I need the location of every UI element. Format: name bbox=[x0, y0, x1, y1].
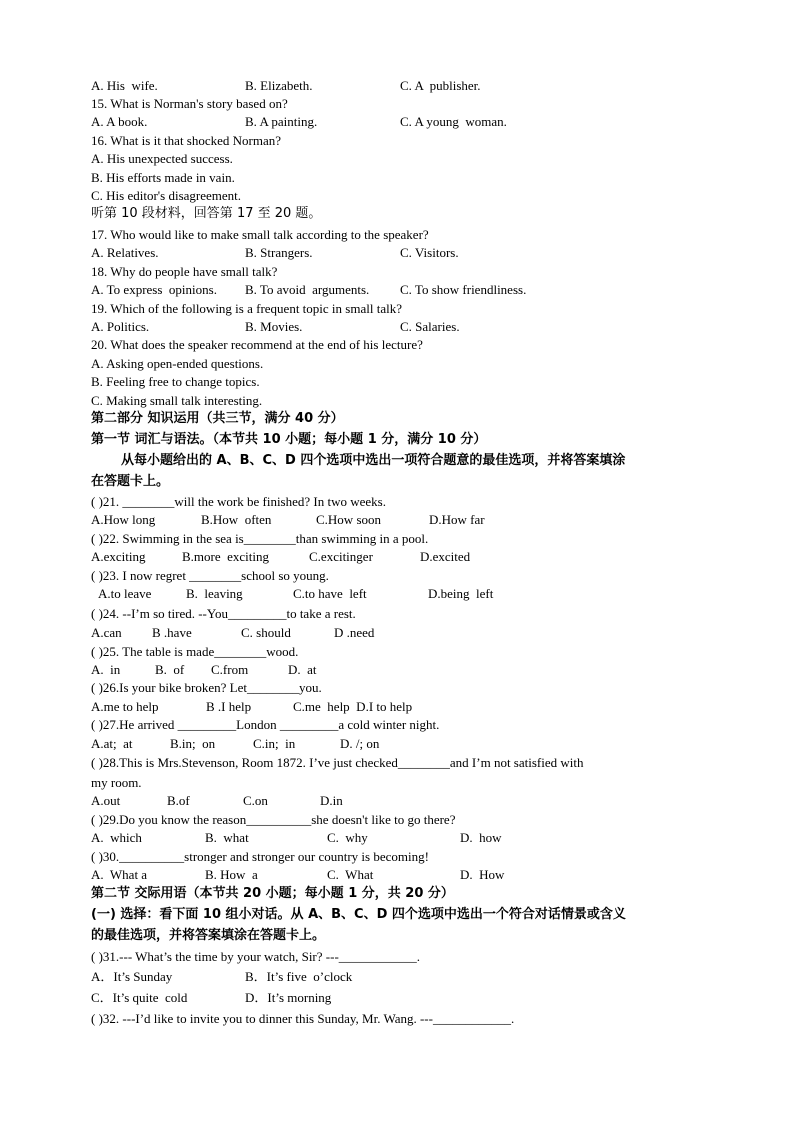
q18-options bbox=[91, 281, 754, 299]
q15-options bbox=[91, 113, 754, 131]
q23-options bbox=[91, 585, 754, 603]
q30-options bbox=[91, 866, 754, 884]
option: D．It’s morning bbox=[245, 990, 332, 1005]
question-20: 20. What does the speaker recommend at the end of his lecture? bbox=[91, 337, 423, 352]
q27-options bbox=[91, 735, 754, 753]
option: A. A book. bbox=[91, 114, 148, 129]
question-15: 15. What is Norman's story based on? bbox=[91, 96, 288, 111]
option: B.in; on bbox=[170, 736, 216, 751]
question-17: 17. Who would like to make small talk according to the speaker? bbox=[91, 227, 429, 242]
question-19: 19. Which of the following is a frequent topic in small talk? bbox=[91, 301, 402, 316]
option: C. should bbox=[241, 625, 291, 640]
option: A．It’s Sunday bbox=[91, 969, 173, 984]
option: D. how bbox=[460, 830, 502, 845]
option: D.being left bbox=[428, 586, 494, 601]
q28-options bbox=[91, 792, 754, 810]
option: C.How soon bbox=[316, 512, 382, 527]
option: B. Elizabeth. bbox=[245, 78, 313, 93]
option: C. Salaries. bbox=[400, 319, 460, 334]
option: A. Politics. bbox=[91, 319, 150, 334]
option: D .need bbox=[334, 625, 375, 640]
question-21: ( )21. ________will the work be finished? In two weeks. bbox=[91, 494, 386, 509]
q16-option-a: A. His unexpected success. bbox=[91, 151, 233, 166]
q19-options bbox=[91, 318, 754, 336]
q20-option-a: A. Asking open-ended questions. bbox=[91, 356, 264, 371]
option: A.can bbox=[91, 625, 122, 640]
question-16: 16. What is it that shocked Norman? bbox=[91, 133, 282, 148]
question-22: ( )22. Swimming in the sea is________than swimming in a pool. bbox=[91, 531, 429, 546]
question-23: ( )23. I now regret ________school so young. bbox=[91, 568, 329, 583]
option: C. What bbox=[327, 867, 374, 882]
q22-options bbox=[91, 548, 754, 566]
q17-options bbox=[91, 244, 754, 262]
option: D.in bbox=[320, 793, 343, 808]
option: C.to have left bbox=[293, 586, 367, 601]
option: A. Relatives. bbox=[91, 245, 159, 260]
option: A.exciting bbox=[91, 549, 146, 564]
option: B. Strangers. bbox=[245, 245, 313, 260]
section2-instruction-cont: 的最佳选项，并将答案填涂在答题卡上。 bbox=[91, 928, 326, 943]
q26-options bbox=[91, 698, 754, 716]
question-28: ( )28.This is Mrs.Stevenson, Room 1872. I’ve just checked________and I’m not satisfied with bbox=[91, 755, 584, 770]
option: B. leaving bbox=[186, 586, 243, 601]
option: C.from bbox=[211, 662, 249, 677]
option: A.out bbox=[91, 793, 121, 808]
option: A. What a bbox=[91, 867, 148, 882]
option: C.in; in bbox=[253, 736, 296, 751]
q25-options bbox=[91, 661, 754, 679]
q29-options bbox=[91, 829, 754, 847]
part2-title: 第二部分 知识运用（共三节，满分 40 分） bbox=[91, 411, 344, 426]
section1-title: 第一节 词汇与语法。（本节共 10 小题；每小题 1 分，满分 10 分） bbox=[91, 432, 487, 447]
option: B. A painting. bbox=[245, 114, 318, 129]
question-30: ( )30.__________stronger and stronger our country is becoming! bbox=[91, 849, 429, 864]
option: A. His wife. bbox=[91, 78, 158, 93]
q31-options-ab bbox=[91, 968, 754, 986]
option: B. Movies. bbox=[245, 319, 303, 334]
option: B. of bbox=[155, 662, 185, 677]
question-31: ( )31.--- What’s the time by your watch, Sir? ---____________. bbox=[91, 949, 421, 964]
option: B．It’s five o’clock bbox=[245, 969, 353, 984]
option: D. at bbox=[288, 662, 317, 677]
q31-options-cd bbox=[91, 989, 754, 1007]
option: B.of bbox=[167, 793, 190, 808]
option: C. To show friendliness. bbox=[400, 282, 527, 297]
option: C. Visitors. bbox=[400, 245, 459, 260]
option: A.me to help bbox=[91, 699, 159, 714]
question-32: ( )32. ---I’d like to invite you to dinner this Sunday, Mr. Wang. ---____________. bbox=[91, 1011, 515, 1026]
q20-option-c: C. Making small talk interesting. bbox=[91, 393, 263, 408]
question-28-cont: my room. bbox=[91, 775, 142, 790]
option: A.How long bbox=[91, 512, 156, 527]
option: D.How far bbox=[429, 512, 485, 527]
segment-10-heading: 听第 10 段材料，回答第 17 至 20 题。 bbox=[91, 206, 322, 221]
option: B .have bbox=[152, 625, 192, 640]
option: B. what bbox=[205, 830, 249, 845]
option: C.me help D.I to help bbox=[293, 699, 413, 714]
q14-options bbox=[91, 77, 754, 95]
option: B.How often bbox=[201, 512, 272, 527]
section2-instruction: (一) 选择：看下面 10 组小对话。从 A、B、C、D 四个选项中选出一个符合对话情景或含义 bbox=[91, 907, 626, 922]
option: A.at; at bbox=[91, 736, 133, 751]
option: C.excitinger bbox=[309, 549, 373, 564]
question-27: ( )27.He arrived _________London _________a cold winter night. bbox=[91, 717, 440, 732]
question-29: ( )29.Do you know the reason__________she doesn't like to go there? bbox=[91, 812, 456, 827]
section2-title: 第二节 交际用语（本节共 20 小题；每小题 1 分，共 20 分） bbox=[91, 886, 454, 901]
q21-options bbox=[91, 511, 754, 529]
option: B .I help bbox=[206, 699, 252, 714]
section1-instruction-cont: 在答题卡上。 bbox=[91, 474, 170, 489]
q16-option-c: C. His editor's disagreement. bbox=[91, 188, 242, 203]
q16-option-b: B. His efforts made in vain. bbox=[91, 170, 235, 185]
option: C. A publisher. bbox=[400, 78, 481, 93]
option: A. To express opinions. bbox=[91, 282, 217, 297]
option: A. in bbox=[91, 662, 121, 677]
option: C.on bbox=[243, 793, 268, 808]
question-25: ( )25. The table is made________wood. bbox=[91, 644, 299, 659]
section1-instruction: 从每小题给出的 A、B、C、D 四个选项中选出一项符合题意的最佳选项，并将答案填涂 bbox=[121, 453, 626, 468]
q20-option-b: B. Feeling free to change topics. bbox=[91, 374, 260, 389]
option: B. To avoid arguments. bbox=[245, 282, 370, 297]
option: A.to leave bbox=[98, 586, 152, 601]
q24-options bbox=[91, 624, 754, 642]
option: A. which bbox=[91, 830, 142, 845]
option: C. why bbox=[327, 830, 368, 845]
option: B.more exciting bbox=[182, 549, 270, 564]
option: B. How a bbox=[205, 867, 258, 882]
question-18: 18. Why do people have small talk? bbox=[91, 264, 278, 279]
option: C．It’s quite cold bbox=[91, 990, 188, 1005]
question-24: ( )24. --I’m so tired. --You_________to take a rest. bbox=[91, 606, 356, 621]
option: D. How bbox=[460, 867, 505, 882]
question-26: ( )26.Is your bike broken? Let________you. bbox=[91, 680, 322, 695]
option: C. A young woman. bbox=[400, 114, 507, 129]
option: D.excited bbox=[420, 549, 471, 564]
option: D. /; on bbox=[340, 736, 380, 751]
